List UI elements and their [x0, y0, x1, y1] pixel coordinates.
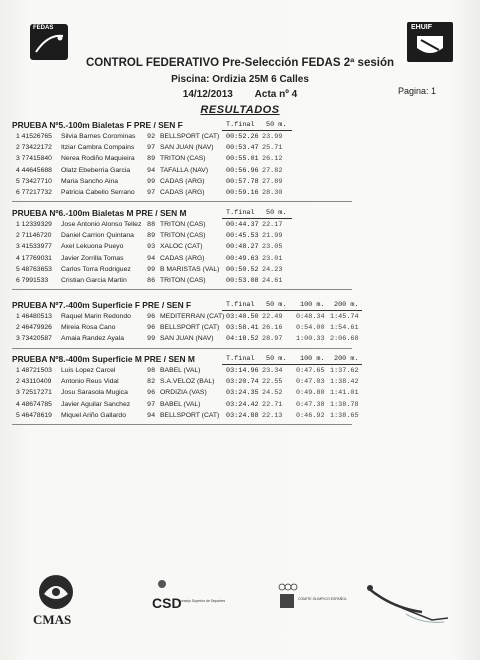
- result-row: [0, 367, 480, 378]
- license-number: 2 46479926: [16, 324, 52, 332]
- event-title: PRUEBA Nº7.-400m Superficie F PRE / SEN F: [12, 300, 192, 310]
- result-row: [0, 277, 480, 288]
- result-row: [0, 144, 480, 155]
- split-time: 1:38.78: [330, 400, 359, 409]
- split-time: 22.17: [262, 221, 283, 229]
- athlete-name: Cristian Garcia Martin: [61, 277, 127, 284]
- column-header: 200 m.: [334, 355, 359, 363]
- split-time: 1:37.62: [330, 367, 359, 375]
- birth-year: 89: [147, 155, 156, 164]
- split-time: 1:00.33: [296, 335, 325, 344]
- split-time: 0:47.03: [296, 378, 325, 387]
- final-time: 00:57.78: [226, 177, 259, 186]
- cmas-logo-icon: [34, 572, 78, 612]
- split-time: 21.99: [262, 232, 283, 241]
- license-number: 3 41533977: [16, 243, 52, 251]
- club-name: B MARISTAS (VAL): [160, 265, 220, 273]
- document-title: CONTROL FEDERATIVO Pre-Selección FEDAS 2ª sesión: [85, 57, 394, 69]
- split-time: 26.12: [262, 155, 283, 164]
- birth-year: 96: [147, 313, 156, 321]
- birth-year: 94: [147, 411, 156, 420]
- club-name: BABEL (VAL): [160, 367, 201, 374]
- license-number: 2 73422172: [16, 144, 52, 152]
- birth-year: 96: [147, 389, 156, 398]
- club-name: BELLSPORT (CAT): [160, 324, 220, 332]
- birth-year: 93: [147, 243, 156, 252]
- column-header: 50 m.: [266, 301, 287, 309]
- result-row: [0, 155, 480, 166]
- split-time: 22.71: [262, 400, 283, 409]
- license-number: 5 46478619: [16, 411, 52, 419]
- final-time: 00:55.01: [226, 155, 259, 164]
- license-number: 5 73427710: [16, 177, 52, 185]
- license-number: 1 12339329: [16, 221, 52, 228]
- final-time: 03:20.74: [226, 378, 259, 387]
- license-number: 4 44645688: [16, 166, 52, 174]
- split-time: 1:41.01: [330, 389, 359, 398]
- club-name: SAN JUAN (NAV): [160, 335, 214, 343]
- final-time: 00:52.26: [226, 133, 259, 141]
- athlete-name: Javier Aguilar Sanchez: [61, 400, 131, 408]
- birth-year: 99: [147, 177, 156, 186]
- split-time: 23.34: [262, 367, 283, 375]
- license-number: 1 41526765: [16, 133, 52, 140]
- final-time: 00:48.27: [226, 243, 259, 252]
- split-time: 24.52: [262, 389, 283, 398]
- split-time: 0:54.00: [296, 324, 325, 333]
- athlete-name: Javier Zorrilla Tomas: [61, 254, 124, 262]
- club-name: SAN JUAN (NAV): [160, 144, 214, 152]
- athlete-name: Jose Antonio Alonso Tellez: [61, 221, 142, 228]
- csd-logo-label: Consejo Superior de Deportes: [178, 599, 226, 603]
- column-header: T.final: [226, 301, 255, 309]
- birth-year: 97: [147, 400, 156, 409]
- result-row: [0, 189, 480, 200]
- header-rule: [222, 310, 362, 311]
- final-time: 00:59.16: [226, 189, 259, 197]
- final-time: 00:49.63: [226, 254, 259, 263]
- results-heading: RESULTADOS: [200, 104, 280, 116]
- club-name: CADAS (ARG): [160, 177, 205, 185]
- license-number: 4 17769031: [16, 254, 52, 262]
- final-time: 04:18.52: [226, 335, 259, 344]
- final-time: 03:24.88: [226, 411, 259, 420]
- ehuif-logo-text: EHUIF: [411, 24, 432, 31]
- split-time: 0:47.38: [296, 400, 325, 409]
- final-time: 03:58.41: [226, 324, 259, 333]
- club-name: BABEL (VAL): [160, 400, 201, 408]
- club-name: ORDIZIA (VAS): [160, 389, 207, 397]
- split-time: 24.61: [262, 277, 283, 285]
- split-time: 1:45.74: [330, 313, 359, 321]
- birth-year: 92: [147, 133, 156, 141]
- split-time: 0:47.65: [296, 367, 325, 375]
- license-number: 3 73420587: [16, 335, 52, 343]
- split-time: 0:48.34: [296, 313, 325, 321]
- column-header: 50 m.: [266, 209, 287, 217]
- final-time: 03:24.42: [226, 400, 259, 409]
- birth-year: 97: [147, 144, 156, 153]
- date-acta-line: 14/12/2013 Acta nº 4: [182, 89, 298, 100]
- column-header: 100 m.: [300, 301, 325, 309]
- column-header: T.final: [226, 209, 255, 217]
- final-time: 00:53.08: [226, 277, 259, 285]
- csd-logo-icon: [150, 578, 226, 614]
- birth-year: 96: [147, 324, 156, 333]
- birth-year: 82: [147, 378, 156, 387]
- column-header: 50 m.: [266, 355, 287, 363]
- split-time: 22.55: [262, 378, 283, 387]
- license-number: 6 77217732: [16, 189, 52, 196]
- club-name: TAFALLA (NAV): [160, 166, 209, 174]
- athlete-name: Raquel Marin Redondo: [61, 313, 131, 320]
- final-time: 00:44.37: [226, 221, 259, 229]
- license-number: 6 7991533: [16, 277, 49, 284]
- result-row: [0, 255, 480, 266]
- birth-year: 94: [147, 166, 156, 175]
- header-rule: [222, 364, 362, 365]
- split-time: 25.71: [262, 144, 283, 153]
- license-number: 4 48674785: [16, 400, 52, 408]
- shield-icon: [407, 22, 453, 62]
- column-header: T.final: [226, 121, 255, 129]
- club-name: CADAS (ARG): [160, 189, 205, 196]
- birth-year: 89: [147, 232, 156, 241]
- result-row: [0, 232, 480, 243]
- result-row: [0, 243, 480, 254]
- athlete-name: Axel Lekuona Pueyo: [61, 243, 124, 251]
- ehuif-logo: [407, 22, 453, 62]
- split-time: 24.23: [262, 265, 283, 274]
- athlete-name: Olatz Ebeberria Garcia: [61, 166, 131, 174]
- license-number: 5 48763653: [16, 265, 52, 273]
- event-title: PRUEBA Nº6.-100m Bialetas M PRE / SEN M: [12, 208, 187, 218]
- license-number: 3 72517271: [16, 389, 52, 397]
- license-number: 2 71146720: [16, 232, 52, 240]
- club-name: BELLSPORT (CAT): [160, 133, 220, 140]
- athlete-name: Maria Sancho Aina: [61, 177, 119, 185]
- split-time: 27.89: [262, 177, 283, 186]
- birth-year: 99: [147, 335, 156, 344]
- result-row: [0, 313, 480, 324]
- svg-text:CSD: CSD: [152, 595, 182, 611]
- club-name: TRITON (CAS): [160, 232, 206, 240]
- club-name: TRITON (CAS): [160, 221, 206, 228]
- column-header: 50 m.: [266, 121, 287, 129]
- diver-icon: [30, 24, 68, 60]
- club-name: TRITON (CAS): [160, 277, 206, 284]
- fedas-logo: [30, 24, 68, 60]
- result-row: [0, 266, 480, 277]
- athlete-name: Carlos Torra Rodriguez: [61, 265, 131, 273]
- club-name: BELLSPORT (CAT): [160, 411, 220, 419]
- fedas-logo-text: FEDAS: [33, 25, 54, 31]
- result-row: [0, 178, 480, 189]
- athlete-name: Amaia Randez Ayala: [61, 335, 124, 343]
- birth-year: 86: [147, 277, 156, 285]
- result-row: [0, 133, 480, 144]
- final-time: 00:45.53: [226, 232, 259, 241]
- swimmer-icon: [362, 578, 452, 628]
- venue-line: Piscina: Ordizia 25M 6 Calles: [171, 74, 309, 85]
- birth-year: 88: [147, 221, 156, 229]
- athlete-name: Nerea Rodiño Maquieira: [61, 155, 135, 163]
- club-name: XALOC (CAT): [160, 243, 203, 251]
- column-header: T.final: [226, 355, 255, 363]
- final-time: 03:24.35: [226, 389, 259, 398]
- split-time: 22.49: [262, 313, 283, 321]
- result-row: [0, 378, 480, 389]
- birth-year: 99: [147, 265, 156, 274]
- split-time: 22.13: [262, 411, 283, 420]
- result-row: [0, 167, 480, 178]
- final-time: 03:14.96: [226, 367, 259, 375]
- club-name: CADAS (ARG): [160, 254, 205, 262]
- coe-logo-label: COMITE OLIMPICO ESPAÑOL: [298, 597, 347, 601]
- athlete-name: Silvia Barnes Corominas: [61, 133, 136, 140]
- athlete-name: Itziar Cambra Compains: [61, 144, 135, 152]
- final-time: 03:40.50: [226, 313, 259, 321]
- split-time: 28.30: [262, 189, 283, 197]
- split-time: 2:06.68: [330, 335, 359, 344]
- birth-year: 97: [147, 189, 156, 197]
- final-time: 00:50.52: [226, 265, 259, 274]
- license-number: 1 48721503: [16, 367, 52, 374]
- license-number: 3 77415840: [16, 155, 52, 163]
- split-time: 23.05: [262, 243, 283, 252]
- birth-year: 98: [147, 367, 156, 375]
- result-row: [0, 401, 480, 412]
- event-title: PRUEBA Nº8.-400m Superficie M PRE / SEN M: [12, 354, 195, 364]
- athlete-name: Josu Sarasola Mugica: [61, 389, 128, 397]
- result-row: [0, 221, 480, 232]
- block-rule: [12, 289, 352, 290]
- column-header: 200 m.: [334, 301, 359, 309]
- split-time: 27.82: [262, 166, 283, 175]
- split-time: 0:46.92: [296, 411, 325, 420]
- club-name: TRITON (CAS): [160, 155, 206, 163]
- birth-year: 94: [147, 254, 156, 263]
- athlete-name: Mireia Rosa Cano: [61, 324, 116, 332]
- split-time: 23.01: [262, 254, 283, 263]
- license-number: 1 46480513: [16, 313, 52, 320]
- column-header: 100 m.: [300, 355, 325, 363]
- result-row: [0, 324, 480, 335]
- athlete-name: Luis Lopez Carcel: [61, 367, 116, 374]
- split-time: 1:38.65: [330, 411, 359, 420]
- split-time: 1:38.42: [330, 378, 359, 387]
- cmas-logo-text: CMAS: [33, 612, 72, 627]
- license-number: 2 43110409: [16, 378, 52, 386]
- block-rule: [12, 348, 352, 349]
- result-row: [0, 412, 480, 423]
- split-time: 1:54.61: [330, 324, 359, 333]
- club-name: MEDITERRAN (CAT): [160, 313, 225, 320]
- header-rule: [222, 130, 292, 131]
- final-time: 00:53.47: [226, 144, 259, 153]
- split-time: 28.97: [262, 335, 283, 344]
- athlete-name: Patricia Cabello Serrano: [61, 189, 135, 196]
- split-time: 23.99: [262, 133, 283, 141]
- split-time: 0:49.80: [296, 389, 325, 398]
- split-time: 26.16: [262, 324, 283, 333]
- result-row: [0, 389, 480, 400]
- event-title: PRUEBA Nº5.-100m Bialetas F PRE / SEN F: [12, 120, 183, 130]
- page-number: Pagina: 1: [398, 86, 437, 96]
- club-name: S.A.VELOZ (BAL): [160, 378, 215, 386]
- block-rule: [12, 201, 352, 202]
- result-row: [0, 335, 480, 346]
- header-rule: [222, 218, 292, 219]
- athlete-name: Miquel Ariño Gallardo: [61, 411, 126, 419]
- block-rule: [12, 424, 352, 425]
- athlete-name: Daniel Carrion Quintana: [61, 232, 134, 240]
- final-time: 00:56.96: [226, 166, 259, 175]
- athlete-name: Antonio Reus Vidal: [61, 378, 119, 386]
- coe-logo-icon: [276, 582, 347, 612]
